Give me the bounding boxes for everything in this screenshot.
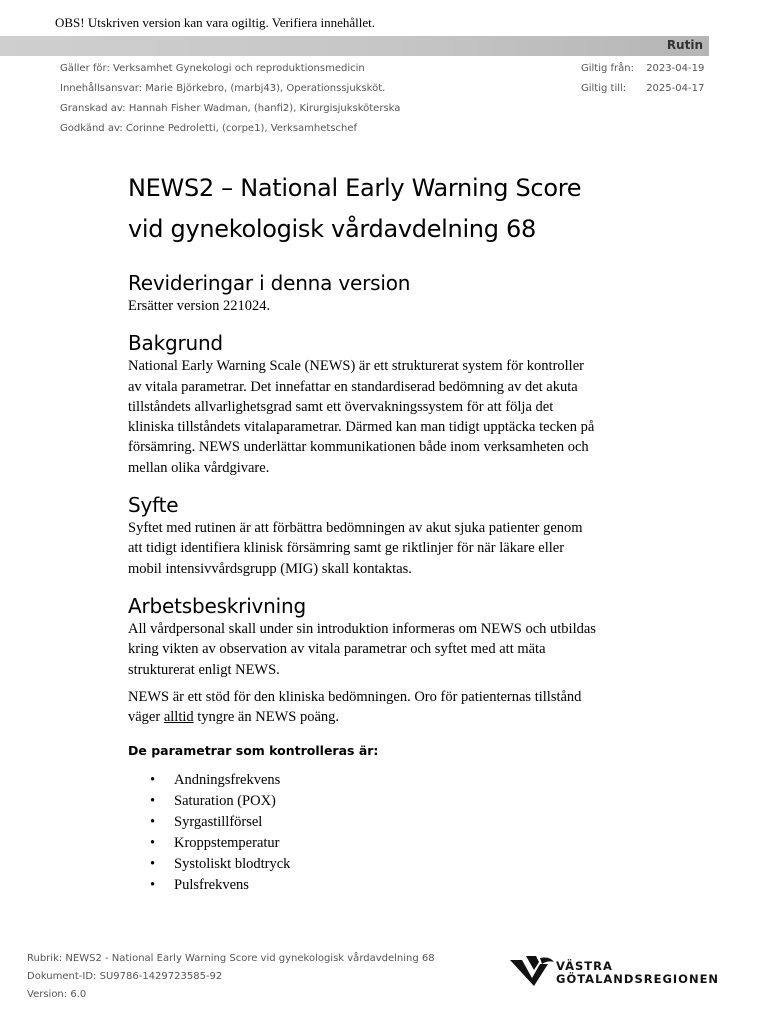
document-metadata (60, 61, 400, 141)
organization-logo (510, 956, 720, 991)
footer-document-id: Dokument-ID: SU9786-1429723585-92 (27, 971, 223, 982)
organization-name-line-1: VÄSTRA (556, 959, 613, 973)
revisions-text: Ersätter version 221024. (128, 298, 271, 314)
valid-to-date: 2025-04-17 (646, 83, 705, 94)
valid-from-label: Giltig från: (581, 63, 634, 74)
purpose-heading: Syfte (128, 493, 179, 518)
purpose-text: Syftet med rutinen är att förbättra bedömningen av akut sjuka patienter genom att tidigt identifiera klinisk försämring samt ge riktlinjer för när läkare eller mobil intensivvårdsgrupp (MIG) skall kontaktas. (128, 520, 583, 577)
list-item: • Systoliskt blodtryck (150, 854, 598, 875)
footer-version: Version: 6.0 (27, 989, 87, 1000)
print-warning: OBS! Utskriven version kan vara ogiltig. Verifiera innehållet. (55, 15, 375, 30)
applies-to: Gäller för: Verksamhet Gynekologi och reproduktionsmedicin (60, 63, 365, 74)
document-type-label: Rutin (666, 38, 703, 52)
page-footer (27, 952, 435, 1006)
content-owner: Innehållsansvar: Marie Björkebro, (marbj43), Operationssjuksköt. (60, 83, 386, 94)
approved-by: Godkänd av: Corinne Pedroletti, (corpe1), Verksamhetschef (60, 123, 358, 134)
revisions-heading: Revideringar i denna version (128, 271, 411, 295)
text-2-start: NEWS är ett stöd för den kliniska bedömningen. Oro för patienternas tillstånd väger (128, 688, 582, 726)
work-description-heading: Arbetsbeskrivning (128, 593, 306, 618)
text-2-end: tyngre än NEWS poäng. (193, 709, 340, 726)
header-band (0, 36, 709, 56)
list-item: • Pulsfrekvens (150, 875, 598, 896)
parameters-heading: De parametrar som kontrolleras är: (128, 743, 379, 759)
validity-dates (581, 61, 704, 101)
reviewed-by: Granskad av: Hannah Fisher Wadman, (hanfi2), Kirurgisjuksköterska (60, 103, 401, 114)
document-title (128, 168, 598, 250)
emphasis-always: alltid (163, 709, 194, 726)
title-line-1: NEWS2 – National Early Warning Score (128, 174, 582, 202)
title-line-2: vid gynekologisk vårdavdelning 68 (128, 215, 536, 243)
valid-from-row (581, 61, 704, 81)
footer-heading: Rubrik: NEWS2 - National Early Warning Score vid gynekologisk vårdavdelning 68 (27, 953, 435, 964)
background-text: National Early Warning Scale (NEWS) är ett strukturerat system för kontroller av vitala parametrar. Det innefattar en standardiserad bedömning av det akuta tillståndets allvarlighetsgrad samt ett övervakningssystem för att följa det kliniska tillståndets vitalaparametrar. Därmed kan man tidigt upptäcka tecken på försämring. NEWS underlättar kommunikationen både inom verksamheten och mellan olika vårdgivare. (128, 358, 595, 476)
organization-name-line-2: GÖTALANDSREGIONEN (556, 972, 720, 986)
document-body (128, 168, 598, 896)
work-description-text-1: All vårdpersonal skall under sin introduktion informeras om NEWS och utbildas kring vikten av observation av vitala parametrar och syftet med att mäta strukturerat enligt NEWS. (128, 620, 596, 678)
valid-to-row (581, 81, 704, 101)
list-item: • Andningsfrekvens (150, 770, 598, 791)
region-emblem-icon (510, 956, 556, 986)
work-description-text-2 (128, 687, 598, 728)
list-item: • Syrgastillförsel (150, 812, 598, 833)
parameters-list (128, 770, 598, 896)
list-item: • Saturation (POX) (150, 791, 598, 812)
valid-to-label: Giltig till: (581, 83, 627, 94)
valid-from-date: 2023-04-19 (646, 63, 705, 74)
list-item: • Kroppstemperatur (150, 833, 598, 854)
background-heading: Bakgrund (128, 331, 223, 356)
organization-name (556, 960, 719, 986)
